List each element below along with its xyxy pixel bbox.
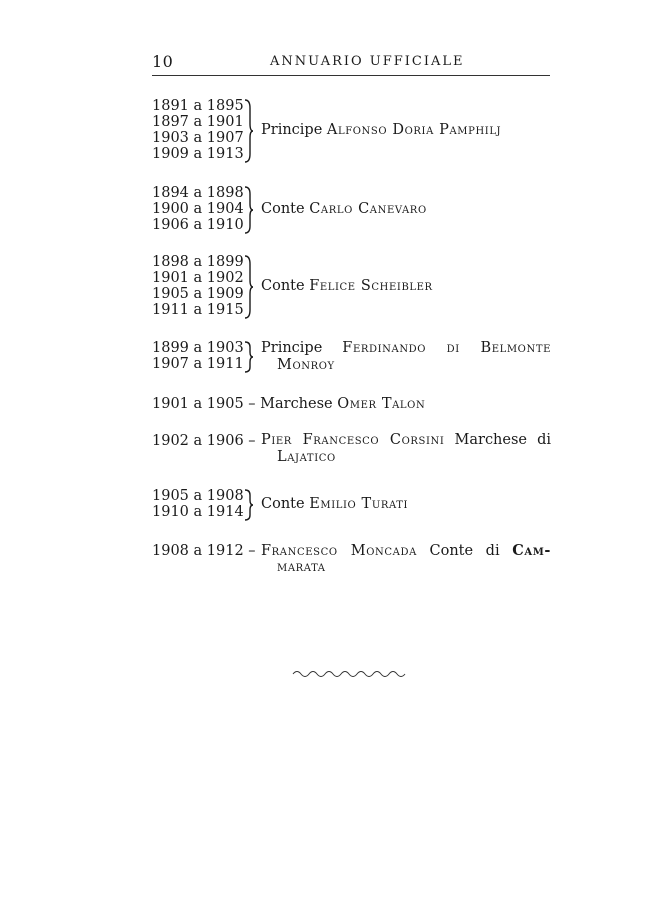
noble-title: Conte — [261, 278, 305, 294]
entry-years — [152, 488, 244, 520]
year-range: 1901 a 1902 — [152, 270, 244, 286]
person-name: Carlo Canevaro — [309, 201, 427, 217]
person-name: Felice Scheibler — [309, 278, 433, 294]
entry-years — [152, 98, 244, 162]
page-number: 10 — [152, 52, 174, 71]
noble-title: Conte — [261, 201, 305, 217]
dash: – — [248, 543, 256, 559]
entry-name-line — [261, 278, 433, 294]
entry-name-line — [261, 201, 427, 217]
entry-name-line — [261, 496, 408, 512]
header-rule — [152, 75, 550, 76]
person-name: Ferdinando di Belmonte — [342, 340, 552, 356]
entry-years — [152, 254, 244, 318]
running-title: ANNUARIO UFFICIALE — [270, 54, 465, 69]
year-range: 1897 a 1901 — [152, 114, 244, 130]
year-range: 1909 a 1913 — [152, 146, 244, 162]
ornament-wavy-rule — [291, 668, 407, 680]
year-range: 1905 a 1909 — [152, 286, 244, 302]
year-range: 1903 a 1907 — [152, 130, 244, 146]
year-range: 1898 a 1899 — [152, 254, 244, 270]
entry-line — [152, 432, 256, 450]
curly-brace — [242, 185, 254, 235]
year-range: 1907 a 1911 — [152, 356, 244, 372]
dash: – — [248, 433, 256, 449]
entry-name-line — [261, 340, 551, 356]
curly-brace — [242, 488, 254, 522]
year-range: 1908 a 1912 — [152, 543, 244, 559]
person-name-continued: Monroy — [277, 357, 335, 373]
year-range: 1899 a 1903 — [152, 340, 244, 356]
year-range: 1902 a 1906 — [152, 433, 244, 449]
curly-brace — [242, 254, 254, 320]
person-name-continued: marata — [277, 559, 326, 575]
person-name: Emilio Turati — [309, 496, 409, 512]
entry-years — [152, 340, 244, 372]
curly-brace — [242, 98, 254, 164]
year-range: 1894 a 1898 — [152, 185, 244, 201]
entry-line — [152, 542, 256, 560]
entry-name-line — [261, 122, 501, 138]
person-name: Alfonso Doria Pamphilj — [326, 122, 502, 138]
entry-line — [152, 395, 425, 413]
entry-years — [152, 185, 244, 233]
noble-title: Marchese di — [454, 432, 551, 448]
year-range: 1910 a 1914 — [152, 504, 244, 520]
curly-brace — [242, 340, 254, 374]
person-name-continued: Lajatico — [277, 449, 336, 465]
person-name-hyphenated: Cam- — [512, 542, 551, 559]
noble-title: Principe — [261, 122, 323, 138]
page-header — [152, 52, 550, 74]
person-name: Omer Talon — [337, 396, 426, 412]
noble-title: Principe — [261, 340, 323, 356]
year-range: 1900 a 1904 — [152, 201, 244, 217]
noble-title: Marchese — [260, 396, 333, 412]
year-range: 1891 a 1895 — [152, 98, 244, 114]
year-range: 1901 a 1905 — [152, 396, 244, 412]
person-name: Francesco Moncada — [261, 543, 417, 559]
dash: – — [248, 396, 256, 412]
person-name: Pier Francesco Corsini — [261, 432, 445, 448]
year-range: 1906 a 1910 — [152, 217, 244, 233]
entry-name-line — [261, 542, 551, 559]
entry-name-line — [261, 432, 551, 448]
year-range: 1905 a 1908 — [152, 488, 244, 504]
noble-title: Conte — [261, 496, 305, 512]
noble-title: Conte di — [429, 543, 500, 559]
year-range: 1911 a 1915 — [152, 302, 244, 318]
